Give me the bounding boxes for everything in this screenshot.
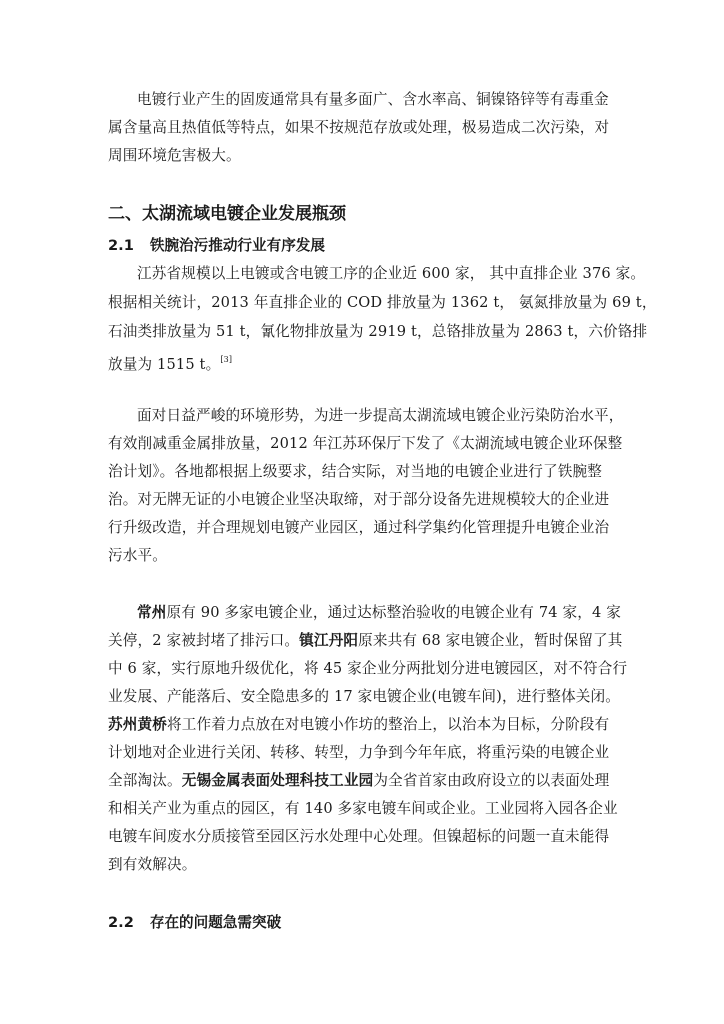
paragraph-text: 原来共有 68 家电镀企业，暂时保留了其: [358, 632, 623, 649]
paragraph-text: 全部淘汰。: [108, 772, 182, 789]
subsection-heading-2-1: [108, 236, 325, 256]
paragraph-line: 电镀车间废水分质接管至园区污水处理中心处理。但镍超标的问题一直未能得: [108, 828, 610, 845]
paragraph-line: 属含量高且热值低等特点，如果不按规范存放或处理，极易造成二次污染，对: [108, 119, 610, 136]
paragraph-line: 中 6 家，实行原地升级优化，将 45 家企业分两批划分进电镀园区，对不符合行: [108, 660, 628, 677]
paragraph-line: 治计划》。各地都根据上级要求，结合实际，对当地的电镀企业进行了铁腕整: [108, 463, 602, 480]
paragraph-text: 关停，2 家被封堵了排污口。: [108, 632, 300, 649]
subsection-heading-2-2: [108, 913, 281, 933]
paragraph-line: 计划地对企业进行关闭、转移、转型，力争到今年年底，将重污染的电镀企业: [108, 744, 610, 761]
subsection-title: 存在的问题急需突破: [149, 914, 282, 931]
paragraph-line: 到有效解决。: [108, 856, 197, 873]
paragraph-text: 为全省首家由政府设立的以表面处理: [373, 772, 610, 789]
paragraph-line: 污水平。: [108, 547, 167, 564]
paragraph-line: 有效削减重金属排放量，2012 年江苏环保厅下发了《太湖流域电镀企业环保整: [108, 435, 623, 452]
region-name-wuxi-park: 无锡金属表面处理科技工业园: [181, 772, 374, 789]
paragraph-line: 石油类排放量为 51 t，氰化物排放量为 2919 t，总铬排放量为 2863 t，六价铬排: [108, 323, 648, 340]
section-heading: 二、太湖流域电镀企业发展瓶颈: [108, 204, 346, 224]
region-name-huangqiao: 苏州黄桥: [108, 716, 167, 733]
paragraph-line: [108, 771, 609, 791]
paragraph-line: [108, 715, 609, 735]
subsection-title: 铁腕治污推动行业有序发展: [149, 237, 325, 254]
paragraph-line: 治。对无牌无证的小电镀企业坚决取缔，对于部分设备先进规模较大的企业进: [108, 491, 610, 508]
paragraph-text: 放量为 1515 t。: [108, 356, 221, 373]
paragraph-text: 原有 90 多家电镀企业，通过达标整治验收的电镀企业有 74 家，4 家: [166, 604, 621, 621]
paragraph-line: 和相关产业为重点的园区，有 140 多家电镀车间或企业。工业园将入园各企业: [108, 800, 618, 817]
citation-reference: [3]: [220, 355, 233, 364]
paragraph-line: [108, 350, 232, 375]
paragraph-line: 行升级改造，并合理规划电镀产业园区，通过科学集约化管理提升电镀企业治: [108, 519, 610, 536]
subsection-number: 2.1: [108, 237, 134, 254]
paragraph-line: 周围环境危害极大。: [108, 147, 241, 164]
paragraph-line: 面对日益严峻的环境形势，为进一步提高太湖流域电镀企业污染防治水平，: [137, 407, 624, 424]
paragraph-line: [108, 631, 623, 651]
paragraph-line: 业发展、产能落后、安全隐患多的 17 家电镀企业(电镀车间)，进行整体关闭。: [108, 688, 620, 705]
paragraph-line: 电镀行业产生的固废通常具有量多面广、含水率高、铜镍铬锌等有毒重金: [137, 91, 609, 108]
subsection-number: 2.2: [108, 914, 134, 931]
region-name-changzhou: 常州: [137, 604, 167, 621]
paragraph-text: 将工作着力点放在对电镀小作坊的整治上，以治本为目标，分阶段有: [166, 716, 610, 733]
paragraph-line: 根据相关统计，2013 年直排企业的 COD 排放量为 1362 t， 氨氮排放量为 69 t，: [108, 294, 657, 311]
paragraph-line: [137, 603, 621, 623]
region-name-danyang: 镇江丹阳: [299, 632, 359, 649]
paragraph-line: 江苏省规模以上电镀或含电镀工序的企业近 600 家， 其中直排企业 376 家。: [137, 265, 646, 282]
